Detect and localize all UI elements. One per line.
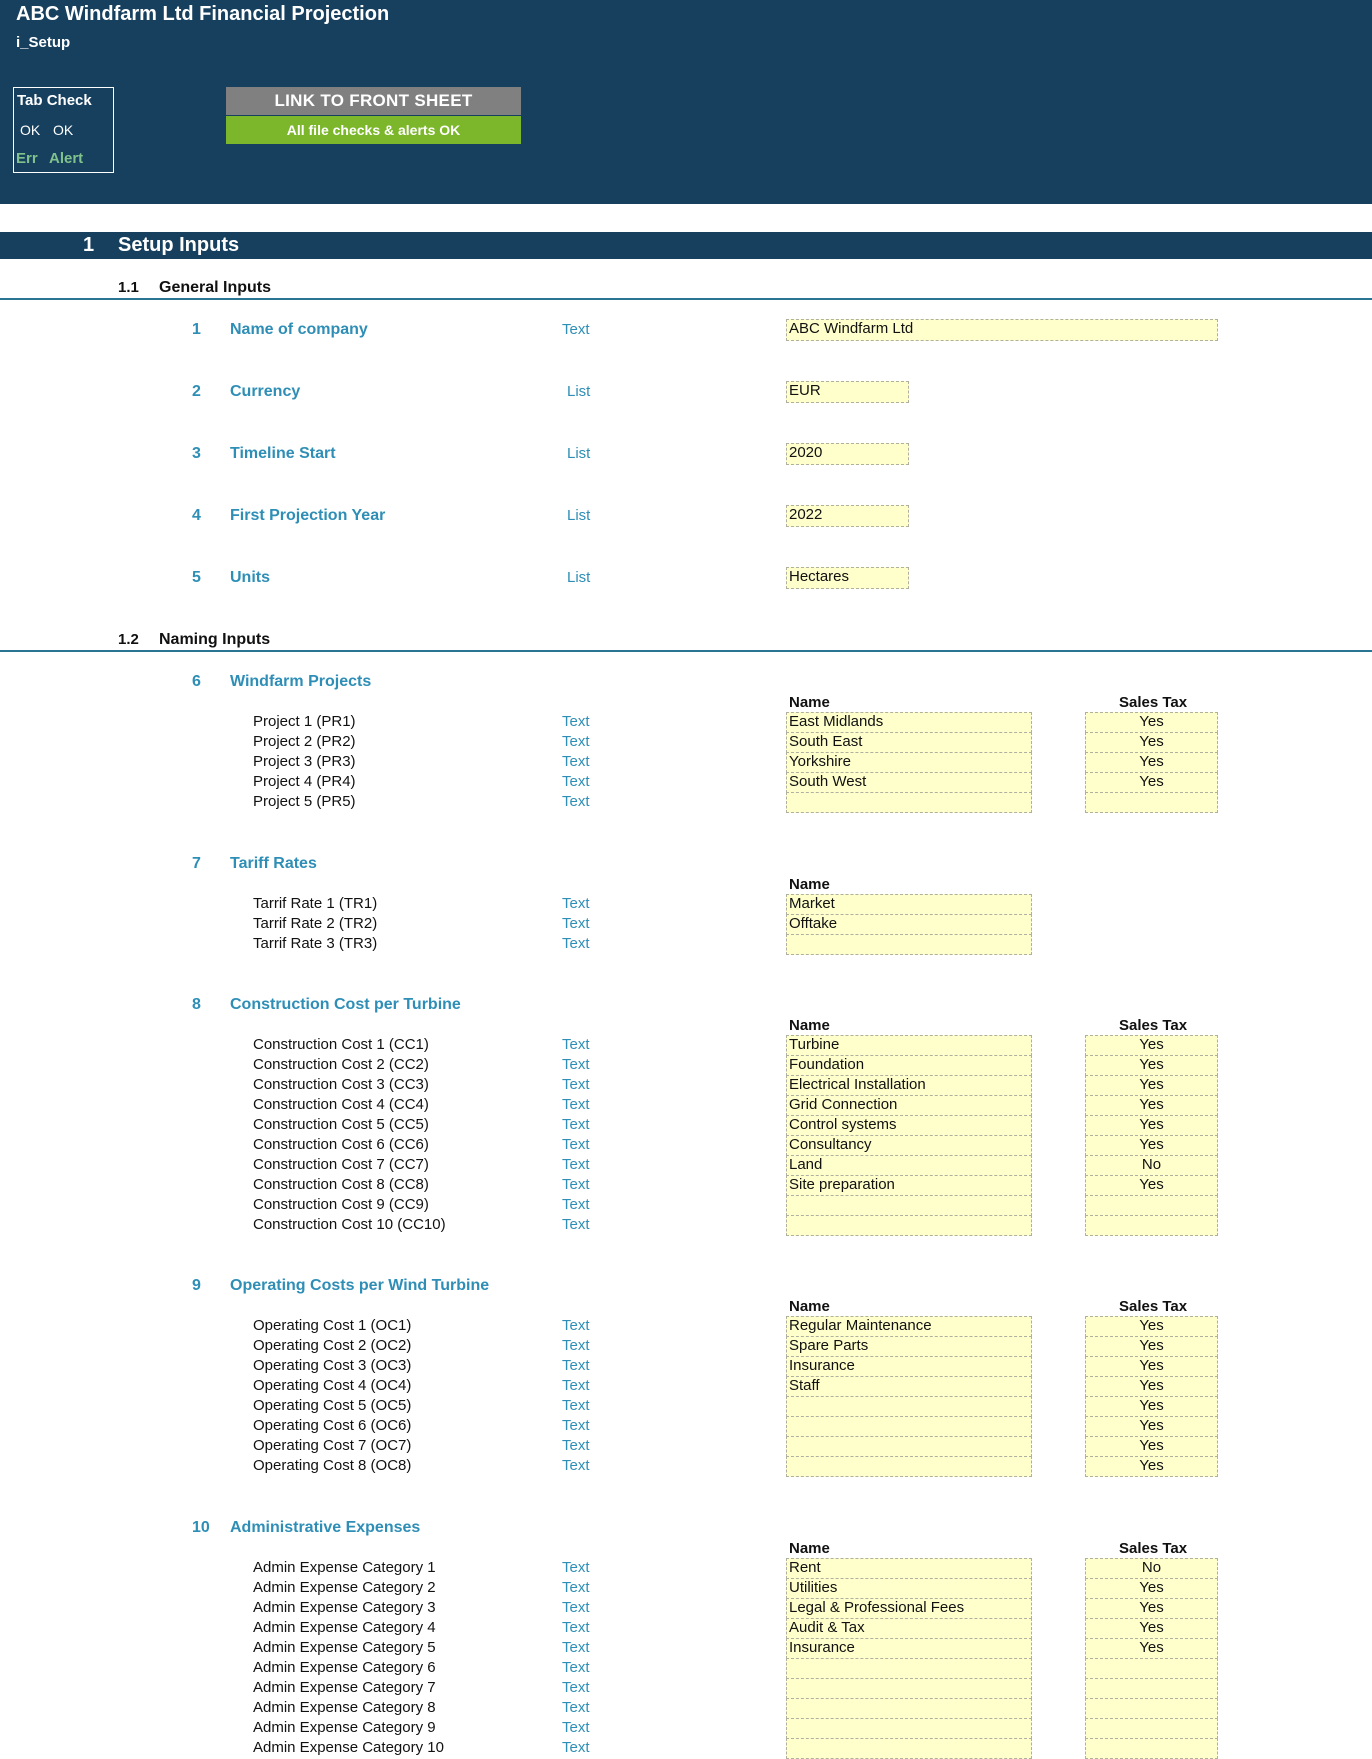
name-input[interactable] — [786, 1698, 1032, 1719]
name-input[interactable]: East Midlands — [786, 712, 1032, 733]
sales-tax-select[interactable]: Yes — [1085, 1598, 1218, 1619]
subsection-divider — [0, 298, 1372, 300]
group-number: 9 — [192, 1277, 201, 1294]
input-number: 3 — [192, 445, 201, 462]
subsection-title: Naming Inputs — [159, 631, 271, 648]
input-type: Text — [562, 1397, 590, 1414]
name-input[interactable] — [786, 1678, 1032, 1699]
group-title: Windfarm Projects — [230, 673, 372, 690]
sales-tax-select[interactable]: Yes — [1085, 752, 1218, 773]
input-type: Text — [562, 793, 590, 810]
section-bar — [0, 232, 1372, 259]
input-type: Text — [562, 1136, 590, 1153]
name-input[interactable]: Staff — [786, 1376, 1032, 1397]
tab-check-box — [13, 87, 114, 173]
input-number: 5 — [192, 569, 201, 586]
row-label: Admin Expense Category 9 — [253, 1719, 436, 1736]
name-input[interactable]: Consultancy — [786, 1135, 1032, 1156]
sales-tax-select[interactable]: Yes — [1085, 712, 1218, 733]
input-type: Text — [562, 1096, 590, 1113]
row-label: Admin Expense Category 1 — [253, 1559, 436, 1576]
row-label: Construction Cost 3 (CC3) — [253, 1076, 429, 1093]
group-title: Tariff Rates — [230, 855, 317, 872]
sales-tax-select[interactable]: Yes — [1085, 732, 1218, 753]
input-type: Text — [562, 1116, 590, 1133]
row-label: Project 5 (PR5) — [253, 793, 356, 810]
sales-tax-select[interactable]: No — [1085, 1558, 1218, 1579]
link-to-front-sheet-button[interactable]: LINK TO FRONT SHEET — [226, 87, 521, 115]
name-input[interactable]: Spare Parts — [786, 1336, 1032, 1357]
name-input[interactable]: Foundation — [786, 1055, 1032, 1076]
input-type: Text — [562, 1579, 590, 1596]
row-label: Operating Cost 3 (OC3) — [253, 1357, 412, 1374]
first-projection-year-select[interactable]: 2022 — [786, 505, 909, 527]
sales-tax-select[interactable]: Yes — [1085, 1175, 1218, 1196]
input-type: Text — [562, 1599, 590, 1616]
input-type: Text — [562, 1156, 590, 1173]
group-number: 6 — [192, 673, 201, 690]
row-label: Construction Cost 5 (CC5) — [253, 1116, 429, 1133]
sheet-name: i_Setup — [16, 34, 71, 51]
name-input[interactable]: Turbine — [786, 1035, 1032, 1056]
sales-tax-select[interactable] — [1085, 1195, 1218, 1216]
row-label: Project 3 (PR3) — [253, 753, 356, 770]
name-input[interactable]: Offtake — [786, 914, 1032, 935]
sales-tax-select[interactable]: Yes — [1085, 1115, 1218, 1136]
row-label: Construction Cost 8 (CC8) — [253, 1176, 429, 1193]
name-input[interactable]: Utilities — [786, 1578, 1032, 1599]
sales-tax-select[interactable] — [1085, 792, 1218, 813]
input-title: Name of company — [230, 321, 368, 338]
input-title: First Projection Year — [230, 507, 386, 524]
input-type: Text — [562, 1337, 590, 1354]
row-label: Project 1 (PR1) — [253, 713, 356, 730]
input-type: Text — [562, 713, 590, 730]
section-title: Setup Inputs — [118, 234, 240, 256]
sales-tax-select[interactable]: Yes — [1085, 772, 1218, 793]
name-column-header: Name — [789, 1017, 830, 1034]
row-label: Tarrif Rate 3 (TR3) — [253, 935, 378, 952]
name-input[interactable]: Rent — [786, 1558, 1032, 1579]
name-column-header: Name — [789, 876, 830, 893]
name-input[interactable] — [786, 1436, 1032, 1457]
input-type: Text — [562, 915, 590, 932]
name-input[interactable] — [786, 1738, 1032, 1759]
input-number: 1 — [192, 321, 201, 338]
sales-tax-select[interactable]: Yes — [1085, 1638, 1218, 1659]
input-type: Text — [562, 895, 590, 912]
input-type: Text — [562, 1437, 590, 1454]
row-label: Operating Cost 7 (OC7) — [253, 1437, 412, 1454]
subsection-number: 1.2 — [118, 631, 139, 648]
group-title: Construction Cost per Turbine — [230, 996, 461, 1013]
name-column-header: Name — [789, 1298, 830, 1315]
group-number: 8 — [192, 996, 201, 1013]
input-type: Text — [562, 1719, 590, 1736]
input-type: List — [567, 507, 591, 524]
sales-tax-select[interactable]: Yes — [1085, 1336, 1218, 1357]
row-label: Operating Cost 8 (OC8) — [253, 1457, 412, 1474]
name-input[interactable]: Insurance — [786, 1638, 1032, 1659]
name-input[interactable]: South East — [786, 732, 1032, 753]
input-type: Text — [562, 753, 590, 770]
sales-tax-select[interactable] — [1085, 1678, 1218, 1699]
row-label: Admin Expense Category 8 — [253, 1699, 436, 1716]
input-title: Currency — [230, 383, 301, 400]
currency-select[interactable]: EUR — [786, 381, 909, 403]
name-input[interactable]: Regular Maintenance — [786, 1316, 1032, 1337]
sales-tax-select[interactable]: Yes — [1085, 1578, 1218, 1599]
input-type: Text — [562, 1699, 590, 1716]
input-type: Text — [562, 1619, 590, 1636]
input-type: Text — [562, 935, 590, 952]
name-input[interactable] — [786, 1215, 1032, 1236]
subsection-number: 1.1 — [118, 279, 139, 296]
name-input[interactable] — [786, 1416, 1032, 1437]
row-label: Admin Expense Category 4 — [253, 1619, 436, 1636]
row-label: Construction Cost 10 (CC10) — [253, 1216, 446, 1233]
timeline-start-select[interactable]: 2020 — [786, 443, 909, 465]
name-input[interactable] — [786, 1195, 1032, 1216]
row-label: Operating Cost 1 (OC1) — [253, 1317, 412, 1334]
name-input[interactable]: Audit & Tax — [786, 1618, 1032, 1639]
name-input[interactable]: Land — [786, 1155, 1032, 1176]
row-label: Tarrif Rate 1 (TR1) — [253, 895, 378, 912]
sales-tax-select[interactable]: Yes — [1085, 1135, 1218, 1156]
row-label: Admin Expense Category 7 — [253, 1679, 436, 1696]
input-type: Text — [562, 773, 590, 790]
sales-tax-column-header: Sales Tax — [1119, 1298, 1188, 1315]
group-number: 7 — [192, 855, 201, 872]
name-input[interactable] — [786, 1658, 1032, 1679]
row-label: Construction Cost 4 (CC4) — [253, 1096, 429, 1113]
input-type: Text — [562, 1036, 590, 1053]
sales-tax-select[interactable] — [1085, 1215, 1218, 1236]
input-type: Text — [562, 1076, 590, 1093]
sales-tax-select[interactable] — [1085, 1738, 1218, 1759]
section-number: 1 — [83, 234, 95, 256]
input-number: 2 — [192, 383, 201, 400]
input-title: Units — [230, 569, 270, 586]
input-title: Timeline Start — [230, 445, 336, 462]
name-input[interactable] — [786, 1396, 1032, 1417]
name-input[interactable] — [786, 1456, 1032, 1477]
row-label: Construction Cost 9 (CC9) — [253, 1196, 429, 1213]
group-title: Administrative Expenses — [230, 1519, 421, 1536]
name-input[interactable]: Control systems — [786, 1115, 1032, 1136]
sales-tax-select[interactable]: No — [1085, 1155, 1218, 1176]
sales-tax-column-header: Sales Tax — [1119, 1540, 1188, 1557]
company-name-input[interactable]: ABC Windfarm Ltd — [786, 319, 1218, 341]
sales-tax-select[interactable]: Yes — [1085, 1416, 1218, 1437]
input-type: Text — [562, 1377, 590, 1394]
sheet-header — [0, 0, 1372, 204]
name-column-header: Name — [789, 1540, 830, 1557]
row-label: Admin Expense Category 10 — [253, 1739, 444, 1756]
row-label: Project 4 (PR4) — [253, 773, 356, 790]
name-input[interactable]: Site preparation — [786, 1175, 1032, 1196]
name-input[interactable]: Yorkshire — [786, 752, 1032, 773]
sales-tax-column-header: Sales Tax — [1119, 1017, 1188, 1034]
err-label: Err — [16, 150, 38, 167]
alert-check-ok: OK — [53, 122, 74, 138]
row-label: Operating Cost 2 (OC2) — [253, 1337, 412, 1354]
name-input[interactable]: Electrical Installation — [786, 1075, 1032, 1096]
app-title: ABC Windfarm Ltd Financial Projection — [16, 3, 390, 25]
row-label: Admin Expense Category 6 — [253, 1659, 436, 1676]
row-label: Admin Expense Category 2 — [253, 1579, 436, 1596]
input-type: Text — [562, 1659, 590, 1676]
tab-check-ok: OK — [20, 122, 41, 138]
row-label: Construction Cost 6 (CC6) — [253, 1136, 429, 1153]
sales-tax-select[interactable]: Yes — [1085, 1055, 1218, 1076]
input-type: Text — [562, 1176, 590, 1193]
input-type: Text — [562, 1639, 590, 1656]
units-select[interactable]: Hectares — [786, 567, 909, 589]
input-type: Text — [562, 1739, 590, 1756]
name-input[interactable]: Legal & Professional Fees — [786, 1598, 1032, 1619]
input-type: Text — [562, 1357, 590, 1374]
sales-tax-select[interactable]: Yes — [1085, 1618, 1218, 1639]
sales-tax-select[interactable]: Yes — [1085, 1075, 1218, 1096]
row-label: Tarrif Rate 2 (TR2) — [253, 915, 378, 932]
row-label: Construction Cost 2 (CC2) — [253, 1056, 429, 1073]
sales-tax-select[interactable] — [1085, 1718, 1218, 1739]
input-type: List — [567, 569, 591, 586]
sales-tax-select[interactable]: Yes — [1085, 1095, 1218, 1116]
name-input[interactable] — [786, 934, 1032, 955]
input-type: Text — [562, 1196, 590, 1213]
input-type: Text — [562, 1056, 590, 1073]
sales-tax-select[interactable]: Yes — [1085, 1035, 1218, 1056]
row-label: Operating Cost 5 (OC5) — [253, 1397, 412, 1414]
sales-tax-select[interactable]: Yes — [1085, 1316, 1218, 1337]
input-type: Text — [562, 1417, 590, 1434]
sales-tax-select[interactable] — [1085, 1658, 1218, 1679]
row-label: Admin Expense Category 5 — [253, 1639, 436, 1656]
input-type: Text — [562, 1317, 590, 1334]
input-type: Text — [562, 1559, 590, 1576]
name-input[interactable]: Insurance — [786, 1356, 1032, 1377]
input-type: Text — [562, 321, 590, 338]
name-column-header: Name — [789, 694, 830, 711]
group-number: 10 — [192, 1519, 210, 1536]
name-input[interactable]: Grid Connection — [786, 1095, 1032, 1116]
subsection-title: General Inputs — [159, 279, 272, 296]
sales-tax-select[interactable]: Yes — [1085, 1356, 1218, 1377]
sales-tax-select[interactable] — [1085, 1698, 1218, 1719]
input-type: List — [567, 383, 591, 400]
row-label: Construction Cost 1 (CC1) — [253, 1036, 429, 1053]
input-type: Text — [562, 733, 590, 750]
row-label: Operating Cost 6 (OC6) — [253, 1417, 412, 1434]
sales-tax-select[interactable]: Yes — [1085, 1456, 1218, 1477]
name-input[interactable] — [786, 1718, 1032, 1739]
alert-label: Alert — [49, 150, 84, 167]
input-type: List — [567, 445, 591, 462]
name-input[interactable]: Market — [786, 894, 1032, 915]
input-type: Text — [562, 1216, 590, 1233]
sales-tax-select[interactable]: Yes — [1085, 1436, 1218, 1457]
input-type: Text — [562, 1457, 590, 1474]
sales-tax-column-header: Sales Tax — [1119, 694, 1188, 711]
subsection-divider — [0, 650, 1372, 652]
name-input[interactable] — [786, 792, 1032, 813]
sales-tax-select[interactable]: Yes — [1085, 1376, 1218, 1397]
group-title: Operating Costs per Wind Turbine — [230, 1277, 490, 1294]
row-label: Admin Expense Category 3 — [253, 1599, 436, 1616]
row-label: Operating Cost 4 (OC4) — [253, 1377, 412, 1394]
tab-check-title: Tab Check — [17, 92, 92, 109]
input-type: Text — [562, 1679, 590, 1696]
row-label: Construction Cost 7 (CC7) — [253, 1156, 429, 1173]
name-input[interactable]: South West — [786, 772, 1032, 793]
file-checks-status: All file checks & alerts OK — [226, 116, 521, 144]
input-number: 4 — [192, 507, 201, 524]
sales-tax-select[interactable]: Yes — [1085, 1396, 1218, 1417]
row-label: Project 2 (PR2) — [253, 733, 356, 750]
